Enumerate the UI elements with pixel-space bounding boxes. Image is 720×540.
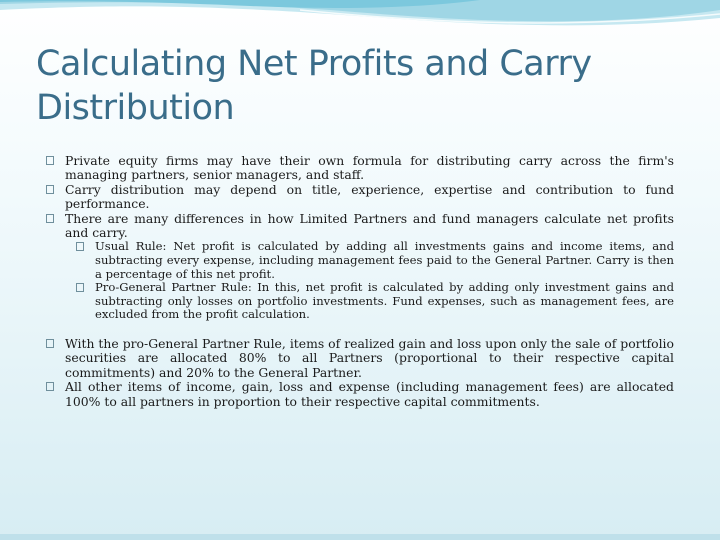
sub-bullet-item — [76, 281, 674, 322]
bullet-text: Carry distribution may depend on title, experience, expertise and contribution to fund performance. — [65, 181, 674, 212]
footer-band — [0, 534, 720, 540]
square-bullet-icon — [46, 382, 54, 391]
square-bullet-icon — [46, 156, 54, 165]
sub-bullet-item — [76, 240, 674, 281]
square-bullet-icon — [46, 339, 54, 348]
slide-title: Calculating Net Profits and Carry Distribution — [36, 44, 592, 128]
square-bullet-icon — [76, 283, 84, 292]
square-bullet-icon — [76, 242, 84, 251]
sub-bullet-text: Pro-General Partner Rule: In this, net profit is calculated by adding only investment gains and subtracting only losses on portfolio investments. Fund expenses, such as management fees, are excluded from the profit calculation. — [95, 280, 674, 322]
square-bullet-icon — [46, 214, 54, 223]
bullet-item — [46, 380, 674, 409]
slide-body — [46, 154, 674, 409]
bullet-text: Private equity firms may have their own formula for distributing carry across the firm's managing partners, senior managers, and staff. — [65, 153, 674, 183]
bullet-item — [46, 212, 674, 241]
bullet-item — [46, 337, 674, 380]
sub-bullet-text: Usual Rule: Net profit is calculated by adding all investments gains and income items, and subtracting every expense, including management fees paid to the General Partner. Carry is then a percentage of this net profit. — [95, 239, 674, 281]
square-bullet-icon — [46, 185, 54, 194]
bullet-text: With the pro-General Partner Rule, items of realized gain and loss upon only the sale of portfolio securities are allocated 80% to all Partners (proportional to their respective capital commitments) and 20% to the General Partner. — [65, 336, 674, 380]
bullet-text: All other items of income, gain, loss and expense (including management fees) are allocated 100% to all partners in proportion to their respective capital commitments. — [65, 379, 674, 409]
bullet-text: There are many differences in how Limited Partners and fund managers calculate net profits and carry. — [65, 210, 674, 241]
spacer — [46, 322, 674, 337]
bullet-item — [46, 154, 674, 183]
bullet-item — [46, 183, 674, 212]
